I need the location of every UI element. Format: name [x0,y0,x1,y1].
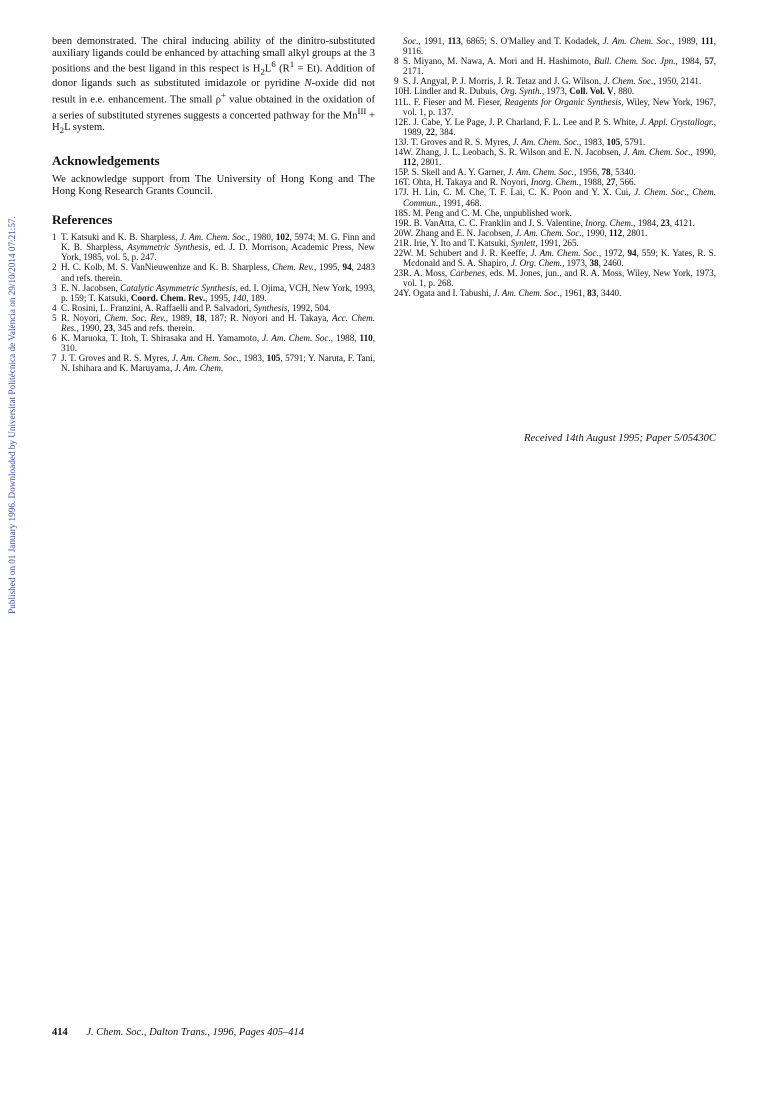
subscript: 2 [260,66,265,77]
reference-text: , 1990, [690,147,717,158]
reference-item [394,86,716,96]
reference-number: 15 [394,167,404,178]
reference-italic: Carbenes [449,268,485,279]
reference-item [394,268,716,288]
received-line [524,433,716,444]
page-footer [52,1027,304,1038]
reference-text: R. Noyori, [61,312,105,323]
superscript: 1 [289,59,295,70]
page-number: 414 [52,1027,68,1038]
reference-number: 4 [52,302,57,313]
reference-text: R. Irie, Y. Ito and T. Katsuki, [403,237,511,248]
body-paragraph [52,36,375,137]
reference-number: 11 [394,96,403,107]
reference-text: K. Maruoka, T. Itoh, T. Shirasaka and H. Yamamoto, [61,333,263,344]
reference-bold: 78 [601,167,611,178]
reference-number: 22 [394,247,404,258]
reference-number: 10 [394,86,404,97]
reference-text: , eds. M. Jones, jun., and R. A. Moss, Wiley, New York, 1973, vol. 1, p. 268. [403,268,716,289]
text-run: + H [52,110,376,134]
reference-number: 8 [394,56,399,67]
reference-text: , 1991, 265. [535,237,579,248]
reference-item [52,313,375,333]
reference-item [394,218,716,228]
right-column [394,36,716,298]
reference-italic: Bull. Chem. Soc. Jpn. [594,56,676,67]
reference-italic: J. Am. Chem. Soc. [623,147,691,158]
received-label: Received [524,433,565,444]
reference-text: , 5340. [610,167,636,178]
references-heading: References [52,212,113,228]
reference-item [52,283,375,303]
reference-text: J. H. Lin, C. M. Che, T. F. Lai, C. K. Poon and Y. X. Cui, [403,187,635,198]
reference-text: , 1990, [581,227,610,238]
reference-text: , 1995, [313,262,343,273]
reference-italic: Synthesis [253,302,288,313]
reference-text: , 1983, [579,136,607,147]
reference-text: , 4121. [669,217,695,228]
reference-text: Y. Ogata and I. Tabushi, [403,288,494,299]
reference-number: 16 [394,177,404,188]
reference-text: , 3440. [596,288,622,299]
references-list-right [394,36,716,298]
reference-text: , 1989, [165,312,196,323]
reference-number: 5 [52,312,57,323]
reference-text: , 1980, [247,232,276,243]
reference-italic: J. Chem. Soc., Chem. Commun. [403,187,716,208]
reference-text: , 1973, [562,258,590,269]
reference-text: E. N. Jacobsen, [61,282,121,293]
reference-italic: J. Am. Chem. Soc. [180,232,248,243]
reference-text: , 6865; S. O'Malley and T. Kodadek, [460,36,603,46]
reference-number: 13 [394,136,404,147]
reference-item [52,232,375,262]
text-run: L [264,63,272,75]
reference-number: 20 [394,227,404,238]
reference-italic: J. Am. Chem. Soc. [515,227,582,238]
left-column [52,36,375,373]
reference-italic: Inorg. Chem. [530,177,579,188]
reference-item [394,137,716,147]
reference-text: R. A. Moss, [403,268,450,279]
italic-run: N [304,78,312,90]
reference-text: , 345 and refs. therein. [112,323,195,333]
reference-item [394,238,716,248]
superscript: III [357,106,367,117]
text-run: value obtained in the oxidation of a series of substituted styrenes suggests a concerted pathway for the Mn [52,94,375,122]
reference-text: , ed. J. D. Morrison, Academic Press, New York, 1985, vol. 5, p. 247. [61,242,375,263]
reference-text: R. B. VanAtta, C. C. Franklin and J. S. Valentine, [403,217,586,228]
journal-citation: J. Chem. Soc., Dalton Trans., 1996, Pages 405–414 [86,1027,304,1038]
reference-number: 9 [394,76,399,87]
reference-item [52,262,375,282]
paper-label: ; Paper [639,433,675,444]
reference-item [394,56,716,76]
reference-text: T. Katsuki and K. B. Sharpless, [61,232,181,243]
reference-item [394,177,716,187]
reference-text: , 5791; Y. Naruta, F. Tani, N. Ishihara and K. Maruyama, [61,353,375,374]
reference-italic: Acc. Chem. Res. [61,312,375,333]
reference-text: , 310. [61,333,376,354]
reference-item [394,248,716,268]
reference-text: J. T. Groves and R. S. Myres, [61,353,172,364]
reference-text: , 880. [613,86,635,97]
reference-number: 19 [394,217,404,228]
reference-bold: 110 [359,333,373,344]
reference-text: J. T. Groves and R. S. Myres, [403,136,513,147]
reference-number: 3 [52,282,57,293]
text-run: been demonstrated. The chiral inducing ability of the dinitro-substituted auxiliary ligands could be enhanced by attaching small alkyl groups at the 3 positions and the best ligand in this respect is H [52,36,375,75]
reference-text: , 566. [615,177,636,188]
reference-text: , 1984, [675,56,705,67]
reference-text: , 2801. [622,227,648,238]
reference-bold: 83 [587,288,597,299]
reference-italic: J. Am. Chem. Soc. [493,288,560,299]
reference-text: , 1950, 2141. [653,76,702,87]
reference-bold: 111 [701,36,714,46]
reference-bold: 105 [266,353,281,364]
text-run: = Et). Addition of donor ligands such as substituted imidazole or pyridine [52,63,376,90]
reference-italic: 140 [232,292,247,303]
reference-item [52,303,375,313]
reference-bold: Coll. Vol. V [569,86,614,97]
paper-id: 5/05430C [674,433,716,444]
reference-text: L. F. Fieser and M. Fieser, [403,96,505,107]
reference-text: , Wiley, New York, 1967, vol. 1, p. 137. [403,96,716,117]
reference-item [394,147,716,167]
reference-bold: 27 [606,177,616,188]
reference-number: 14 [394,147,404,158]
reference-text: , 1956, [574,167,602,178]
reference-italic: J. Am. Chem. Soc. [512,136,580,147]
reference-text: , 1990, [76,323,104,333]
reference-text: , 1989, [403,116,716,137]
reference-text: , 1992, 504. [287,302,331,313]
reference-text: , 384. [434,126,456,137]
reference-bold: 113 [447,36,461,46]
reference-text: , 1991, 468. [438,197,482,208]
download-stamp-text: Published on 01 January 1996. Downloaded by Universitat Politécnica de Valéncia on 29/10/2014 07:21:57. [7,216,17,614]
reference-number: 2 [52,262,57,273]
reference-text: W. Zhang and E. N. Jacobsen, [403,227,516,238]
reference-number: 6 [52,333,57,344]
reference-bold: 38 [589,258,599,269]
reference-italic: Soc. [403,36,419,46]
reference-bold: 112 [609,227,623,238]
reference-text: , 2801. [416,157,442,168]
reference-text: , 1995, [205,292,233,303]
reference-number: 24 [394,288,404,299]
reference-number: 18 [394,207,404,218]
subscript: 2 [59,125,65,136]
reference-number: 23 [394,268,404,279]
reference-item [394,36,716,56]
received-month: August [583,433,619,444]
reference-italic: J. Am. Chem. Soc. [262,333,331,344]
acknowledgements-heading: Acknowledgements [52,152,160,168]
reference-bold: 105 [606,136,621,147]
reference-text: , 189. [246,292,267,303]
reference-italic: Synlett [510,237,536,248]
reference-italic: Inorg. Chem. [585,217,634,228]
reference-italic: J. Am. Chem. Soc. [171,353,239,364]
reference-bold: 22 [425,126,435,137]
reference-item [52,333,375,353]
reference-text: P. S. Skell and A. Y. Garner, [403,167,508,178]
reference-bold: 102 [275,232,290,243]
reference-bold: 94 [627,247,637,258]
reference-text: C. Rosini, L. Franzini, A. Raffaelli and P. Salvadori, [61,302,254,313]
reference-number: 7 [52,353,57,364]
reference-text: , 1973, [541,86,570,97]
download-stamp [2,165,22,665]
reference-italic: J. Am. Chem. Soc. [507,167,575,178]
superscript: 6 [271,59,276,70]
reference-text: , 1984, [633,217,661,228]
reference-item [394,228,716,238]
text-run: L system. [64,122,105,134]
reference-text: , 1961, [559,288,588,299]
reference-text: W. M. Schubert and J. R. Keeffe, [403,247,531,258]
reference-number: 12 [394,116,404,127]
reference-item [394,187,716,207]
reference-number: 1 [52,232,57,243]
reference-text: W. Zhang, J. L. Leobach, S. R. Wilson and E. N. Jacobsen, [403,147,624,158]
reference-italic: Chem. Rev. [272,262,314,273]
received-year: 1995 [618,433,640,444]
reference-text: E. J. Cabe, Y. Le Page, J. P. Charland, F. L. Lee and P. S. White, [403,116,640,127]
reference-item [394,97,716,117]
text-run: -oxide did not result in e.e. enhancement. The small ρ [52,78,375,106]
reference-italic: J. Am. Chem. [174,363,224,374]
reference-item [394,76,716,86]
reference-bold: 23 [660,217,670,228]
reference-item [394,117,716,137]
acknowledgements-text: We acknowledge support from The University of Hong Kong and The Hong Kong Research Grants Council. [52,173,375,197]
reference-text: S. J. Angyal, P. J. Morris, J. R. Tetaz and J. G. Wilson, [403,76,604,87]
reference-bold: 112 [403,157,417,168]
reference-text: , 1972, [598,247,628,258]
reference-italic: Chem. Soc. Rev. [104,312,166,323]
references-list-left [52,232,375,373]
reference-italic: J. Appl. Crystallogr. [639,116,714,127]
reference-italic: J. Chem. Soc. [603,76,654,87]
reference-text: S. Miyano, M. Nawa, A. Mori and H. Hashimoto, [403,56,595,67]
reference-item [394,167,716,177]
reference-italic: J. Am. Chem. Soc. [530,247,599,258]
reference-bold: 94 [342,262,352,273]
reference-text: , 1983, [238,353,267,364]
reference-text: S. M. Peng and C. M. Che, unpublished work. [403,207,572,218]
reference-number: 17 [394,187,404,198]
reference-text: , ed. I. Ojima, VCH, New York, 1993, p. 159; T. Katsuki, [61,282,375,303]
reference-text: , 187; R. Noyori and H. Takaya, [204,312,332,323]
reference-text: , 2171. [403,56,716,77]
reference-text: , 559; K. Yates, R. S. Mcdonald and S. A. Shapiro, [403,247,716,269]
received-day: 14th [564,433,584,444]
reference-bold: 18 [195,312,205,323]
reference-italic: Asymmetric Synthesis [127,242,209,253]
reference-text: H. Lindler and R. Dubuis, [403,86,501,97]
reference-text: , 1988, [330,333,360,344]
reference-italic: Reagents for Organic Synthesis [504,96,622,107]
reference-italic: J. Org. Chem. [510,258,563,269]
reference-bold: Coord. Chem. Rev. [130,292,206,303]
reference-italic: Catalytic Asymmetric Synthesis [120,282,236,293]
superscript: + [221,90,227,101]
reference-bold: 57 [704,56,714,67]
reference-text: , 5791. [620,136,646,147]
reference-text: , 2483 and refs. therein. [61,262,376,283]
reference-text: , 2460. [598,258,624,269]
reference-text: , 1989, [671,36,702,46]
reference-text: , 9116. [403,36,716,57]
reference-text: H. C. Kolb, M. S. VanNieuwenhze and K. B. Sharpless, [61,262,273,273]
reference-bold: 23 [103,323,113,333]
reference-item [394,288,716,298]
reference-text: , 5974; M. G. Finn and K. B. Sharpless, [61,232,376,253]
reference-text: , 1988, [578,177,607,188]
text-run: (R [275,63,290,75]
reference-italic: Org. Synth. [500,86,542,97]
reference-item [394,208,716,218]
reference-number: 21 [394,237,404,248]
reference-text: , 1991, [418,36,448,46]
reference-italic: J. Am. Chem. Soc. [602,36,672,46]
reference-text: T. Ohta, H. Takaya and R. Noyori, [403,177,531,188]
reference-item [52,353,375,373]
